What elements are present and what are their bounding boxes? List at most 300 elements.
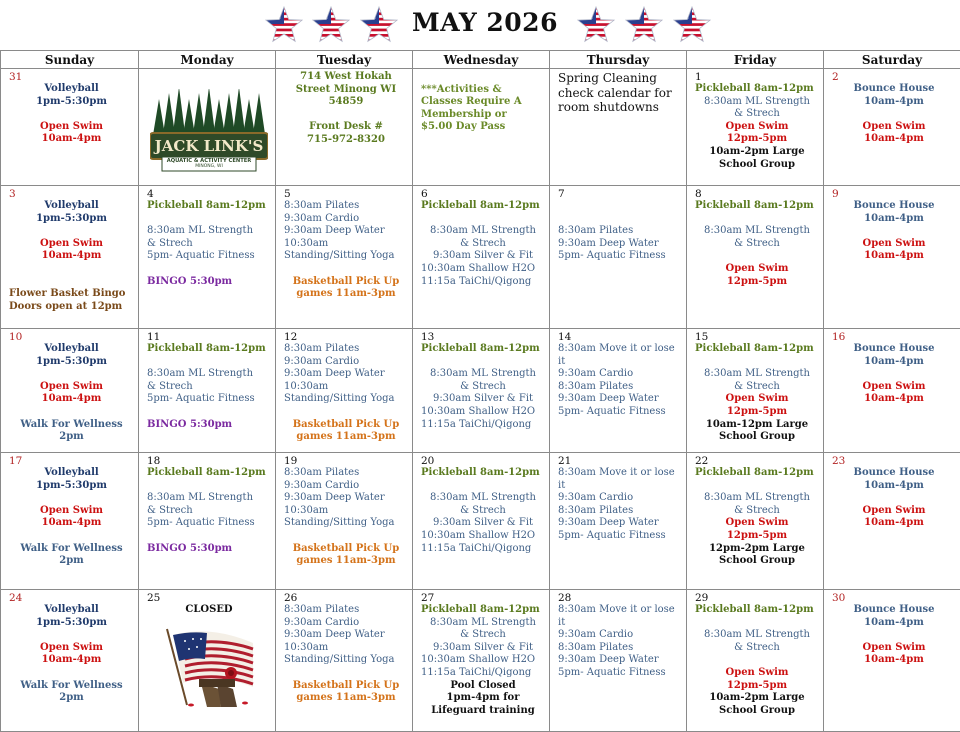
day-cell <box>413 69 550 186</box>
event-line: Open Swim <box>9 121 134 134</box>
spacer <box>9 492 134 505</box>
event-line: 10am-4pm <box>832 356 956 369</box>
event-line: Standing/Sitting Yoga <box>284 393 408 406</box>
flag-star-icon <box>311 5 351 45</box>
day-cell <box>550 186 687 329</box>
spacer <box>421 356 545 369</box>
event-line: 9:30am Silver & Fit <box>421 642 545 655</box>
event-line: 9:30am Cardio <box>558 629 682 642</box>
event-line: 12pm-2pm Large <box>695 543 819 556</box>
event-line: & Strech <box>421 629 545 642</box>
event-line: Basketball Pick Up <box>284 680 408 693</box>
event-line: 9:30am Cardio <box>284 617 408 630</box>
event-line: Street Minong WI <box>284 84 408 97</box>
spacer <box>9 108 134 121</box>
event-line: 1pm-5:30pm <box>9 617 134 630</box>
event-line: Open Swim <box>832 238 956 251</box>
day-cell <box>1 453 139 590</box>
event-line: 1pm-4pm for <box>421 692 545 705</box>
event-line: 9:30am Cardio <box>284 213 408 226</box>
day-cell <box>687 329 824 453</box>
day-cell <box>550 329 687 453</box>
spacer <box>695 480 819 493</box>
spacer <box>147 263 271 276</box>
day-number: 16 <box>832 331 956 343</box>
day-number: 31 <box>9 71 134 83</box>
day-cell <box>276 329 413 453</box>
flag-star-icon <box>359 5 399 45</box>
event-line: 8:30am Pilates <box>284 467 408 480</box>
event-line: 8:30am ML Strength <box>695 368 819 381</box>
event-line: 8:30am ML Strength <box>421 492 545 505</box>
event-line: 10am-4pm <box>9 517 134 530</box>
spacer <box>9 225 134 238</box>
day-cell <box>139 453 276 590</box>
weekday-header: Friday <box>687 51 824 69</box>
day-cell <box>139 186 276 329</box>
event-line: 10am-4pm <box>832 213 956 226</box>
event-line: & Strech <box>695 505 819 518</box>
event-line: Standing/Sitting Yoga <box>284 250 408 263</box>
day-cell <box>1 329 139 453</box>
day-cell <box>413 329 550 453</box>
event-line: 8:30am ML Strength <box>421 225 545 238</box>
event-line: 8:30am Pilates <box>558 225 682 238</box>
day-number: 23 <box>832 455 956 467</box>
week-row <box>1 69 960 186</box>
event-line: 8:30am Pilates <box>558 381 682 394</box>
event-line: 11:15a TaiChi/Qigong <box>421 543 545 556</box>
event-line: Open Swim <box>695 121 819 134</box>
event-line: 10am-2pm Large <box>695 692 819 705</box>
day-cell <box>413 453 550 590</box>
event-line: 10am-4pm <box>832 96 956 109</box>
event-line: check calendar for <box>558 86 682 101</box>
event-line: 9:30am Deep Water <box>558 238 682 251</box>
day-cell <box>550 453 687 590</box>
weekday-header: Thursday <box>550 51 687 69</box>
event-line: 8:30am Pilates <box>284 604 408 617</box>
event-line: 8:30am ML Strength <box>421 368 545 381</box>
event-line: 10am-4pm <box>832 654 956 667</box>
event-line: 8:30am ML Strength <box>695 96 819 109</box>
event-line: 8:30am Pilates <box>558 642 682 655</box>
event-line: 8:30am ML Strength <box>695 492 819 505</box>
event-line: Bounce House <box>832 83 956 96</box>
event-line: 9:30am Deep Water <box>284 368 408 381</box>
event-line: & Strech <box>695 642 819 655</box>
event-line: 5pm- Aquatic Fitness <box>147 393 271 406</box>
event-line: 54859 <box>284 96 408 109</box>
calendar-grid <box>0 50 960 732</box>
event-line: & Strech <box>147 505 271 518</box>
event-line: 8:30am Move it or lose <box>558 343 682 356</box>
spacer <box>284 667 408 680</box>
day-cell <box>824 453 960 590</box>
month-title: MAY 2026 <box>400 8 570 37</box>
event-line: Lifeguard training <box>421 705 545 718</box>
spacer <box>832 629 956 642</box>
day-number: 4 <box>147 188 271 200</box>
spacer <box>284 406 408 419</box>
memorial-day-flag-boots-art <box>161 625 257 709</box>
event-line: $5.00 Day Pass <box>421 121 545 134</box>
day-number: 29 <box>695 592 819 604</box>
flag-star-icon <box>576 5 616 45</box>
day-number: 12 <box>284 331 408 343</box>
event-line: 5pm- Aquatic Fitness <box>558 250 682 263</box>
day-number: 30 <box>832 592 956 604</box>
event-line: 9:30am Deep Water <box>284 629 408 642</box>
event-line: 8:30am ML Strength <box>695 629 819 642</box>
event-line: School Group <box>695 159 819 172</box>
spacer <box>284 109 408 122</box>
event-line: School Group <box>695 705 819 718</box>
spacer <box>832 492 956 505</box>
event-line: 8:30am Pilates <box>284 200 408 213</box>
day-cell <box>276 186 413 329</box>
logo-subtitle: AQUATIC & ACTIVITY CENTER <box>162 158 256 165</box>
event-line: Volleyball <box>9 200 134 213</box>
event-line: 8:30am ML Strength <box>421 617 545 630</box>
event-line: 12pm-5pm <box>695 276 819 289</box>
event-line: it <box>558 617 682 630</box>
day-cell <box>1 69 139 186</box>
day-number: 27 <box>421 592 545 604</box>
flag-star-icon <box>264 5 304 45</box>
event-line: Pickleball 8am-12pm <box>421 343 545 356</box>
event-line: Open Swim <box>9 238 134 251</box>
weekday-header: Sunday <box>1 51 139 69</box>
event-line: CLOSED <box>147 604 271 617</box>
weekday-header: Saturday <box>824 51 960 69</box>
spacer <box>147 480 271 493</box>
day-number: 22 <box>695 455 819 467</box>
day-number: 14 <box>558 331 682 343</box>
day-cell <box>276 590 413 732</box>
day-cell <box>550 69 687 186</box>
week-row <box>1 590 960 732</box>
event-line: 9:30am Cardio <box>558 368 682 381</box>
event-line: room shutdowns <box>558 100 682 115</box>
spacer <box>147 356 271 369</box>
event-line: Walk For Wellness <box>9 543 134 556</box>
weekday-header: Tuesday <box>276 51 413 69</box>
week-row <box>1 329 960 453</box>
event-line: Pickleball 8am-12pm <box>695 467 819 480</box>
event-line: ***Activities & <box>421 84 545 97</box>
event-line: 10am-4pm <box>832 480 956 493</box>
spacer <box>695 356 819 369</box>
event-line: 12pm-5pm <box>695 133 819 146</box>
day-number: 25 <box>147 592 271 604</box>
spacer <box>147 213 271 226</box>
event-line: 10am-4pm <box>832 133 956 146</box>
event-line: 2pm <box>9 692 134 705</box>
event-line: 10am-4pm <box>832 517 956 530</box>
week-row <box>1 453 960 590</box>
event-line: 10:30am <box>284 505 408 518</box>
event-line: 8:30am Move it or lose <box>558 604 682 617</box>
event-line: 715-972-8320 <box>284 134 408 147</box>
day-cell <box>687 186 824 329</box>
day-number: 19 <box>284 455 408 467</box>
spacer <box>421 71 545 84</box>
event-line: 2pm <box>9 431 134 444</box>
event-line: Pickleball 8am-12pm <box>695 200 819 213</box>
day-number: 28 <box>558 592 682 604</box>
spacer <box>284 530 408 543</box>
event-line: 10:30am <box>284 238 408 251</box>
day-number: 24 <box>9 592 134 604</box>
event-line: Open Swim <box>695 517 819 530</box>
day-number: 10 <box>9 331 134 343</box>
day-number: 2 <box>832 71 956 83</box>
event-line: 5pm- Aquatic Fitness <box>558 406 682 419</box>
event-line: 10am-4pm <box>9 133 134 146</box>
event-line: Open Swim <box>832 381 956 394</box>
weekday-header-row <box>1 51 960 69</box>
event-line: Front Desk # <box>284 121 408 134</box>
event-line: 9:30am Cardio <box>558 492 682 505</box>
day-cell <box>687 69 824 186</box>
event-line: Volleyball <box>9 83 134 96</box>
day-number: 5 <box>284 188 408 200</box>
event-line: 9:30am Deep Water <box>284 225 408 238</box>
day-cell <box>824 186 960 329</box>
spacer <box>695 250 819 263</box>
event-line: Pickleball 8am-12pm <box>147 200 271 213</box>
day-number: 21 <box>558 455 682 467</box>
event-line: 10am-2pm Large <box>695 146 819 159</box>
event-line: 1pm-5:30pm <box>9 356 134 369</box>
event-line: 9:30am Deep Water <box>284 492 408 505</box>
event-line: Open Swim <box>695 263 819 276</box>
event-line: 10am-4pm <box>9 250 134 263</box>
event-line: Flower Basket Bingo <box>9 288 134 301</box>
event-line: Pickleball 8am-12pm <box>421 200 545 213</box>
day-cell <box>824 329 960 453</box>
event-line: Open Swim <box>9 505 134 518</box>
weekday-header: Wednesday <box>413 51 550 69</box>
event-line: Open Swim <box>832 121 956 134</box>
event-line: Pickleball 8am-12pm <box>695 343 819 356</box>
spacer <box>9 276 134 289</box>
flag-star-icon <box>624 5 664 45</box>
event-line: 5pm- Aquatic Fitness <box>558 530 682 543</box>
event-line: 9:30am Cardio <box>284 356 408 369</box>
event-line: Standing/Sitting Yoga <box>284 517 408 530</box>
event-line: Doors open at 12pm <box>9 301 134 314</box>
calendar-header <box>0 0 960 50</box>
event-line: 5pm- Aquatic Fitness <box>558 667 682 680</box>
day-number <box>147 71 271 83</box>
event-line: Pool Closed <box>421 680 545 693</box>
event-line: 714 West Hokah <box>284 71 408 84</box>
event-line: School Group <box>695 555 819 568</box>
day-cell <box>824 69 960 186</box>
event-line: 9:30am Cardio <box>284 480 408 493</box>
day-number: 6 <box>421 188 545 200</box>
event-line: Volleyball <box>9 467 134 480</box>
day-number: 13 <box>421 331 545 343</box>
spacer <box>9 406 134 419</box>
day-cell <box>1 590 139 732</box>
day-cell <box>276 453 413 590</box>
event-line: 1pm-5:30pm <box>9 96 134 109</box>
spacer <box>9 530 134 543</box>
event-line: Open Swim <box>9 381 134 394</box>
event-line: games 11am-3pm <box>284 555 408 568</box>
event-line: 10:30am <box>284 642 408 655</box>
event-line: Pickleball 8am-12pm <box>147 343 271 356</box>
event-line: 12pm-5pm <box>695 406 819 419</box>
event-line: 8:30am ML Strength <box>147 492 271 505</box>
day-number: 11 <box>147 331 271 343</box>
spacer <box>9 263 134 276</box>
event-line: 12pm-5pm <box>695 680 819 693</box>
event-line: 1pm-5:30pm <box>9 480 134 493</box>
event-line: 5pm- Aquatic Fitness <box>147 517 271 530</box>
day-cell <box>413 186 550 329</box>
event-line: Open Swim <box>695 667 819 680</box>
spacer <box>832 225 956 238</box>
day-cell <box>139 329 276 453</box>
spacer <box>832 108 956 121</box>
event-line: Open Swim <box>832 642 956 655</box>
event-line: 9:30am Deep Water <box>558 654 682 667</box>
event-line: 8:30am ML Strength <box>147 225 271 238</box>
event-line: Membership or <box>421 109 545 122</box>
event-line: Volleyball <box>9 343 134 356</box>
event-line: 10am-4pm <box>832 393 956 406</box>
event-line: Classes Require A <box>421 96 545 109</box>
event-line: Standing/Sitting Yoga <box>284 654 408 667</box>
day-cell <box>687 453 824 590</box>
event-line: BINGO 5:30pm <box>147 276 271 289</box>
event-line: 10am-4pm <box>9 393 134 406</box>
event-line: Bounce House <box>832 200 956 213</box>
event-line: 10am-12pm Large <box>695 419 819 432</box>
event-line: BINGO 5:30pm <box>147 419 271 432</box>
event-line: 5pm- Aquatic Fitness <box>147 250 271 263</box>
spacer <box>284 263 408 276</box>
event-line: 8:30am ML Strength <box>695 225 819 238</box>
spacer <box>147 406 271 419</box>
day-number: 18 <box>147 455 271 467</box>
day-number: 15 <box>695 331 819 343</box>
event-line: 10am-4pm <box>832 250 956 263</box>
spacer <box>695 654 819 667</box>
day-number: 9 <box>832 188 956 200</box>
event-line: Pickleball 8am-12pm <box>421 467 545 480</box>
event-line: Open Swim <box>9 642 134 655</box>
event-line: Basketball Pick Up <box>284 543 408 556</box>
event-line: 11:15a TaiChi/Qigong <box>421 419 545 432</box>
event-line: 10:30am <box>284 381 408 394</box>
event-line: Volleyball <box>9 604 134 617</box>
event-line: Pickleball 8am-12pm <box>695 604 819 617</box>
day-cell <box>139 69 276 186</box>
event-line: 9:30am Silver & Fit <box>421 393 545 406</box>
event-line: Bounce House <box>832 467 956 480</box>
event-line: Basketball Pick Up <box>284 419 408 432</box>
spacer <box>558 200 682 213</box>
event-line: Bounce House <box>832 604 956 617</box>
day-number: 3 <box>9 188 134 200</box>
event-line: 8:30am Pilates <box>558 505 682 518</box>
event-line: it <box>558 480 682 493</box>
event-line: 10:30am Shallow H2O <box>421 263 545 276</box>
day-number: 26 <box>284 592 408 604</box>
spacer <box>9 368 134 381</box>
spacer <box>421 480 545 493</box>
event-line: 8:30am ML Strength <box>147 368 271 381</box>
spacer <box>695 617 819 630</box>
spacer <box>9 667 134 680</box>
event-line: Walk For Wellness <box>9 419 134 432</box>
event-line: 9:30am Silver & Fit <box>421 250 545 263</box>
event-line: 8:30am Pilates <box>284 343 408 356</box>
spacer <box>147 530 271 543</box>
event-line: 2pm <box>9 555 134 568</box>
event-line: games 11am-3pm <box>284 692 408 705</box>
day-cell <box>824 590 960 732</box>
event-line: Pickleball 8am-12pm <box>695 83 819 96</box>
event-line: Pickleball 8am-12pm <box>421 604 545 617</box>
day-number: 8 <box>695 188 819 200</box>
event-line: 11:15a TaiChi/Qigong <box>421 276 545 289</box>
weekday-header: Monday <box>139 51 276 69</box>
event-line: 10:30am Shallow H2O <box>421 530 545 543</box>
day-number: 1 <box>695 71 819 83</box>
event-line: Open Swim <box>832 505 956 518</box>
spacer <box>695 213 819 226</box>
event-line: games 11am-3pm <box>284 431 408 444</box>
event-line: Walk For Wellness <box>9 680 134 693</box>
event-line: & Strech <box>421 238 545 251</box>
event-line: & Strech <box>147 238 271 251</box>
day-cell <box>687 590 824 732</box>
logo-wordmark: JACK LINK'S <box>150 137 268 155</box>
event-line: 12pm-5pm <box>695 530 819 543</box>
event-line: 8:30am Move it or lose <box>558 467 682 480</box>
event-line: 10am-4pm <box>9 654 134 667</box>
event-line: 10:30am Shallow H2O <box>421 406 545 419</box>
event-line: BINGO 5:30pm <box>147 543 271 556</box>
event-line: Bounce House <box>832 343 956 356</box>
event-line: games 11am-3pm <box>284 288 408 301</box>
spacer <box>9 629 134 642</box>
spacer <box>421 213 545 226</box>
event-line: & Strech <box>421 381 545 394</box>
day-cell <box>139 590 276 732</box>
jack-links-logo <box>150 89 268 185</box>
logo-location: MINONG, WI <box>162 164 256 170</box>
event-line: Basketball Pick Up <box>284 276 408 289</box>
event-line: Spring Cleaning <box>558 71 682 86</box>
event-line: Pickleball 8am-12pm <box>147 467 271 480</box>
week-row <box>1 186 960 329</box>
day-cell <box>276 69 413 186</box>
event-line: 10am-4pm <box>832 617 956 630</box>
day-number: 7 <box>558 188 682 200</box>
event-line: & Strech <box>695 381 819 394</box>
day-cell <box>1 186 139 329</box>
day-cell <box>413 590 550 732</box>
spacer <box>832 368 956 381</box>
event-line: & Strech <box>421 505 545 518</box>
